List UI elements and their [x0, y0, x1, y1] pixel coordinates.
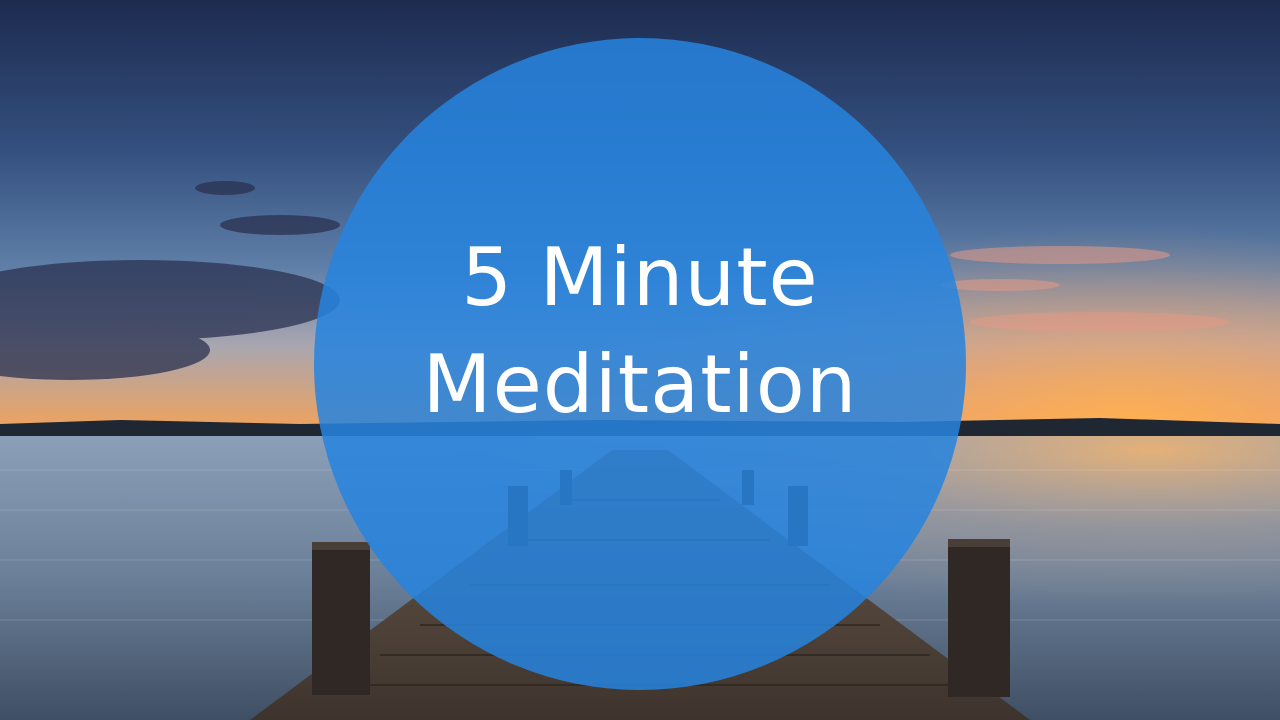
- title-line-2: Meditation: [422, 338, 858, 431]
- title-line-1: 5 Minute: [461, 231, 819, 324]
